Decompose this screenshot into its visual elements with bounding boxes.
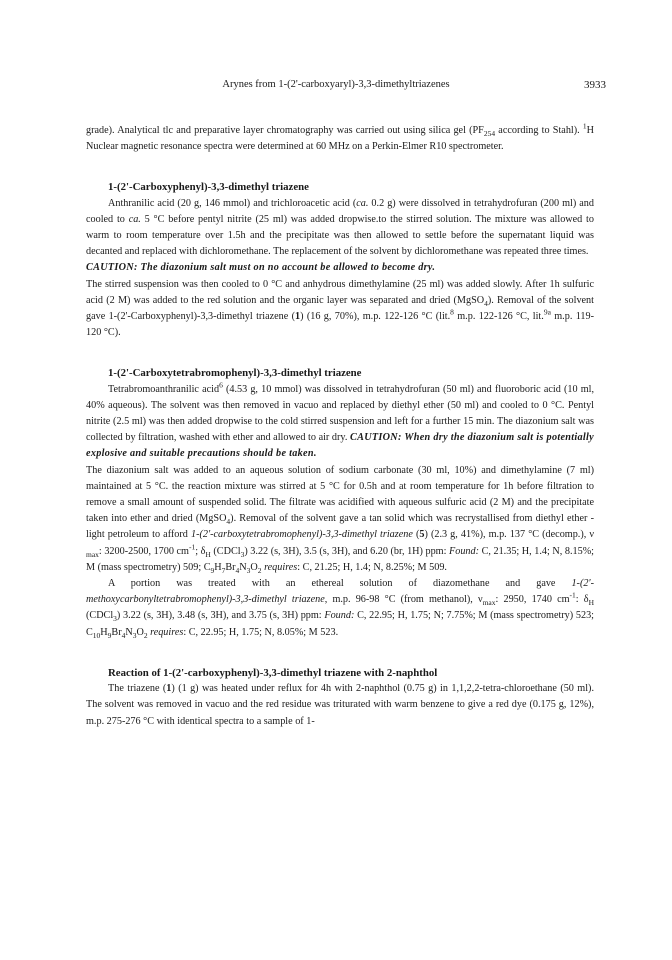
paragraph-s2-methylation bbox=[86, 576, 594, 641]
subscript: max bbox=[86, 549, 99, 559]
subscript: 3 bbox=[113, 614, 117, 624]
section-heading-carboxyphenyl-triazene: 1-(2'-Carboxyphenyl)-3,3-dimethyl triazene bbox=[108, 181, 309, 194]
intro-paragraph bbox=[86, 123, 594, 155]
italic-run: requires bbox=[150, 626, 184, 638]
text-run: O bbox=[250, 561, 258, 573]
text-run: Tetrabromoanthranilic acid bbox=[108, 383, 220, 395]
compound-number: 5 bbox=[419, 529, 425, 541]
text-run: ) 3.22 (s, 3H), 3.5 (s, 3H), and 6.20 (br, 1H) ppm: bbox=[244, 545, 450, 557]
text-run: Anthranilic acid (20 g, 146 mmol) and trichloroacetic acid ( bbox=[108, 197, 357, 209]
italic-run: 1-(2'-methoxycarbonyltetrabromophenyl)-3,3-dimethyl triazene bbox=[86, 578, 594, 606]
subscript: 3 bbox=[246, 565, 251, 575]
caution-note-2: CAUTION: When dry the diazonium salt is potentially explosive and suitable precautions should be taken. bbox=[86, 432, 594, 460]
reference-superscript: 9a bbox=[543, 307, 551, 317]
subscript: 7 bbox=[221, 565, 226, 575]
text-run: 0.2 g) were dissolved in tetrahydrofuran (200 ml) and cooled to bbox=[86, 197, 594, 225]
section-heading-tetrabromophenyl-triazene: 1-(2'-Carboxytetrabromophenyl)-3,3-dimethyl triazene bbox=[108, 367, 362, 380]
subscript: 4 bbox=[121, 630, 126, 640]
italic-run: 1-(2'-carboxytetrabromophenyl)-3,3-dimethyl triazene bbox=[190, 529, 413, 541]
text-run: ) (1 g) was heated under reflux for 4h with 2-naphthol (0.75 g) in 1,1,2,2-tetra-chloroethane (50 ml). The solvent was removed in vacuo and the red residue was triturated with warm benzene to give a red dye (0.175 g, 12%), m.p. 275-276 °C with identical spectra to a sample of 1- bbox=[86, 683, 594, 727]
page-number: 3933 bbox=[584, 79, 606, 91]
subscript: H bbox=[588, 598, 594, 608]
text-run: ) (16 g, 70%), m.p. 122-126 °C (lit. bbox=[300, 311, 451, 323]
text-run: m.p. 119-120 °C). bbox=[86, 311, 595, 339]
reference-superscript: 8 bbox=[450, 307, 454, 317]
subscript: 4 bbox=[235, 565, 240, 575]
superscript: -1 bbox=[188, 542, 196, 552]
compound-number: 1 bbox=[166, 683, 172, 695]
text-run: O bbox=[136, 626, 144, 638]
text-run: m.p. 122-126 °C, lit. bbox=[453, 311, 544, 323]
paragraph-s2-workup bbox=[86, 463, 594, 576]
text-run: (4.53 g, 10 mmol) was dissolved in tetrahydrofuran (50 ml) and fluoroboric acid (10 ml, 40% aqueous). The solvent was then removed in vacuo and replaced by diethyl ether (50 ml) and cooled to 0 °C. Pentyl nitrite (2.5 ml) was then added dropwise to the cold stirred suspension and left for a further 15 min. The diazonium salt was collected by filtration, washed with ether and allowed to air dry. bbox=[86, 383, 594, 444]
superscript: -1 bbox=[569, 590, 576, 600]
paragraph-s3-procedure bbox=[86, 681, 594, 730]
italic-run: Found: bbox=[324, 610, 355, 622]
text-run: H Nuclear magnetic resonance spectra were determined at 60 MHz on a Perkin-Elmer R10 spectrometer. bbox=[86, 125, 595, 153]
text-run: H bbox=[214, 561, 222, 573]
text-run: : C, 22.95; H, 1.75; N, 8.05%; M 523. bbox=[183, 626, 339, 638]
caution-note-1: CAUTION: The diazonium salt must on no account be allowed to become dry. bbox=[86, 262, 436, 274]
italic-run: Found: bbox=[449, 545, 480, 557]
subscript: max bbox=[482, 598, 496, 608]
subscript: 9 bbox=[210, 565, 215, 575]
italic-run: ca. bbox=[128, 213, 141, 225]
compound-number: 1 bbox=[295, 311, 301, 323]
text-run: according to Stahl). bbox=[495, 125, 583, 136]
paragraph-s1-workup bbox=[86, 277, 594, 342]
paragraph-s2-procedure bbox=[86, 382, 594, 463]
text-run: ). Removal of the solvent gave a tan solid which was recrystallised from diethyl ether - light petroleum to afford bbox=[86, 513, 594, 541]
text-run: (CDCl bbox=[86, 610, 114, 622]
text-run: : C, 21.25; H, 1.4; N, 8.25%; M 509. bbox=[297, 561, 447, 573]
subscript: 4 bbox=[484, 298, 488, 308]
subscript: 10 bbox=[92, 630, 101, 640]
section-heading-naphthol-reaction: Reaction of 1-(2'-carboxyphenyl)-3,3-dimethyl triazene with 2-naphthol bbox=[108, 666, 438, 679]
subscript: H bbox=[205, 549, 211, 559]
text-run: : 3200-2500, 1700 cm bbox=[98, 545, 189, 557]
text-run: H bbox=[100, 626, 108, 638]
text-run: The stirred suspension was then cooled to 0 °C and anhydrous dimethylamine (25 ml) was added slowly. After 1h sulfuric acid (2 M) was added to the red solution and the organic layer was separated and dried (MgSO bbox=[86, 278, 594, 306]
text-run: The triazene ( bbox=[108, 683, 167, 695]
subscript: 4 bbox=[226, 517, 231, 527]
text-run: A portion was treated with an ethereal solution of diazomethane and gave bbox=[108, 578, 572, 590]
text-run: C, 21.35; H, 1.4; N, 8.15%; M (mass spectrometry) 509; C bbox=[86, 545, 595, 573]
italic-run: requires bbox=[264, 561, 298, 573]
text-run: 5 °C before pentyl nitrite (25 ml) was added dropwise.to the stirred solution. The mixture was allowed to warm to room temperature over 1.5h and the precipitate was then allowed to settle before the supernatant liquid was decanted and replaced with dichloromethane. The replacement of the solvent by dichloromethane was repeated three times. bbox=[86, 213, 594, 258]
superscript: 1 bbox=[582, 121, 587, 131]
text-run: ; δ bbox=[195, 545, 206, 557]
text-run: ( bbox=[412, 529, 420, 541]
italic-run: ca. bbox=[356, 197, 369, 209]
text-run: Br bbox=[225, 561, 236, 573]
reference-superscript: 6 bbox=[219, 380, 223, 390]
text-run: (CDCl bbox=[210, 545, 241, 557]
text-run: : 2950, 1740 cm bbox=[495, 594, 570, 606]
text-run: ) (2.3 g, 41%), m.p. 137 °C (decomp.), ν bbox=[424, 529, 594, 541]
subscript: 2 bbox=[257, 565, 262, 575]
article-body bbox=[86, 123, 594, 730]
text-run: , m.p. 96-98 °C (from methanol), ν bbox=[324, 594, 483, 606]
subscript: 3 bbox=[240, 549, 245, 559]
subscript: 254 bbox=[483, 129, 496, 139]
subscript: 2 bbox=[143, 630, 148, 640]
running-head-title: Arynes from 1-(2'-carboxyaryl)-3,3-dimethyltriazenes bbox=[222, 79, 450, 90]
text-run: The diazonium salt was added to an aqueous solution of sodium carbonate (30 ml, 10%) and dimethylamine (7 ml) maintained at 5 °C. the reaction mixture was stirred at 5 °C for 0.5h and at room temperature for 1h before filtration to remove a small amount of suspended solid. The filtrate was acidified with aqueous sulfuric acid (2 M) and the precipitate taken into ether and dried (MgSO bbox=[86, 464, 594, 525]
subscript: 3 bbox=[132, 630, 137, 640]
text-run: N bbox=[125, 626, 133, 638]
text-run: C, 22.95; H, 1.75; N; 7.75%; M (mass spectrometry) 523; C bbox=[86, 610, 594, 638]
text-run: grade). Analytical tlc and preparative layer chromatography was carried out using silica gel (PF bbox=[86, 125, 484, 136]
text-run: ). Removal of the solvent gave 1-(2'-Carboxyphenyl)-3,3-dimethyl triazene ( bbox=[86, 294, 594, 323]
subscript: 9 bbox=[107, 630, 112, 640]
text-run: N bbox=[239, 561, 247, 573]
text-run: ) 3.22 (s, 3H), 3.48 (s, 3H), and 3.75 (s, 3H) ppm: bbox=[116, 610, 325, 622]
paragraph-s1-procedure bbox=[86, 196, 594, 261]
text-run: Br bbox=[111, 626, 122, 638]
running-head bbox=[0, 79, 672, 95]
text-run: : δ bbox=[575, 594, 589, 606]
